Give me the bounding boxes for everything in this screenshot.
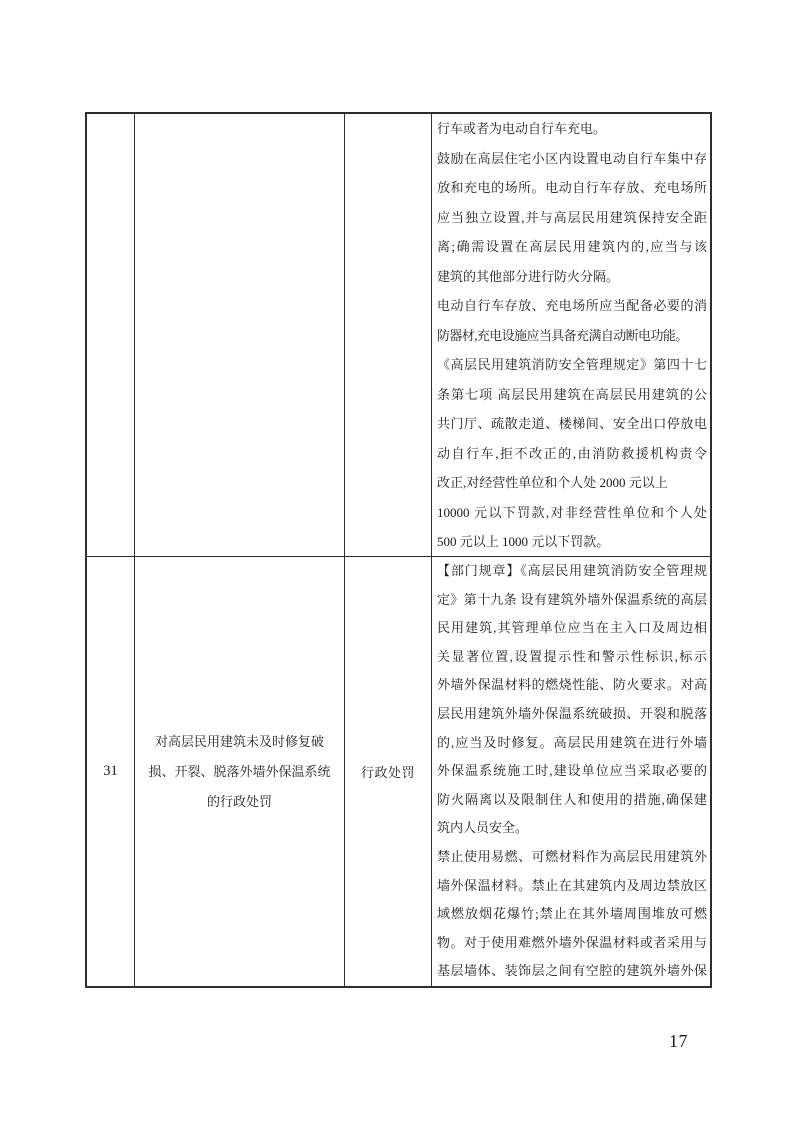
row-number-cell bbox=[87, 557, 135, 986]
legal-text-line: 电动自行车存放、充电场所应当配备必要的消 bbox=[437, 298, 707, 314]
legal-basis-cell bbox=[432, 114, 710, 557]
title-line: 损、开裂、脱落外墙外保温系统 bbox=[148, 763, 331, 779]
legal-text-line: 500 元以上 1000 元以下罚款。 bbox=[437, 534, 610, 550]
page-number: 17 bbox=[669, 1031, 688, 1051]
legal-text-line: 域燃放烟花爆竹;禁止在其外墙周围堆放可燃 bbox=[437, 906, 707, 922]
legal-text-line: 改正,对经营性单位和个人处 2000 元以上 bbox=[437, 475, 668, 491]
legal-text-line: 筑内人员安全。 bbox=[437, 820, 529, 836]
legal-text-line: 关显著位置,设置提示性和警示性标识,标示 bbox=[437, 648, 707, 664]
legal-text-line: 条第七项 高层民用建筑在高层民用建筑的公 bbox=[437, 386, 707, 402]
legal-text-line: 离;确需设置在高层民用建筑内的,应当与该 bbox=[437, 239, 707, 255]
legal-text-line: 应当独立设置,并与高层民用建筑保持安全距 bbox=[437, 209, 707, 225]
violation-title-cell bbox=[135, 557, 345, 986]
legal-text-line: 建筑的其他部分进行防火分隔。 bbox=[437, 268, 620, 284]
legal-text-line: 动自行车,拒不改正的,由消防救援机构责令 bbox=[437, 445, 707, 461]
legal-text-line: 外墙外保温材料的燃烧性能、防火要求。对高 bbox=[437, 677, 707, 693]
regulation-table bbox=[85, 112, 712, 988]
legal-text-line: 外保温系统施工时,建设单位应当采取必要的 bbox=[437, 763, 707, 779]
legal-text-line: 【部门规章】《高层民用建筑消防安全管理规 bbox=[437, 563, 707, 578]
row-number: 31 bbox=[103, 763, 118, 779]
legal-text-line: 定》第十九条 设有建筑外墙外保温系统的高层 bbox=[437, 591, 707, 607]
legal-text-line: 层民用建筑外墙外保温系统破损、开裂和脱落 bbox=[437, 705, 707, 721]
legal-text-line: 基层墙体、装饰层之间有空腔的建筑外墙外保 bbox=[437, 963, 707, 979]
legal-text-line: 物。对于使用难燃外墙外保温材料或者采用与 bbox=[437, 934, 707, 950]
penalty-type-cell bbox=[345, 557, 432, 986]
legal-text-line: 10000 元以下罚款,对非经营性单位和个人处 bbox=[437, 504, 707, 520]
legal-text-line: 墙外保温材料。禁止在其建筑内及周边禁放区 bbox=[437, 877, 707, 893]
legal-text-line: 《高层民用建筑消防安全管理规定》第四十七 bbox=[437, 357, 707, 373]
title-line: 对高层民用建筑未及时修复破 bbox=[154, 733, 324, 749]
penalty-type-cell-empty bbox=[345, 114, 432, 557]
legal-text-line: 鼓励在高层住宅小区内设置电动自行车集中存 bbox=[437, 150, 707, 166]
legal-basis-cell bbox=[432, 557, 710, 986]
legal-text-line: 放和充电的场所。电动自行车存放、充电场所 bbox=[437, 180, 707, 196]
legal-text-line: 民用建筑,其管理单位应当在主入口及周边相 bbox=[437, 620, 707, 636]
violation-title-cell-empty bbox=[135, 114, 345, 557]
title-line: 的行政处罚 bbox=[206, 793, 272, 809]
legal-text-line: 防火隔离以及限制住人和使用的措施,确保建 bbox=[437, 791, 707, 807]
legal-text-line: 共门厅、疏散走道、楼梯间、安全出口停放电 bbox=[437, 416, 707, 432]
legal-text-line: 的,应当及时修复。高层民用建筑在进行外墙 bbox=[437, 734, 707, 750]
legal-text-line: 行车或者为电动自行车充电。 bbox=[437, 121, 607, 136]
legal-text-line: 防器材,充电设施应当具备充满自动断电功能。 bbox=[437, 327, 688, 343]
penalty-type-label: 行政处罚 bbox=[360, 765, 415, 780]
row-number-cell-empty bbox=[87, 114, 135, 557]
legal-text-line: 禁止使用易燃、可燃材料作为高层民用建筑外 bbox=[437, 848, 707, 864]
